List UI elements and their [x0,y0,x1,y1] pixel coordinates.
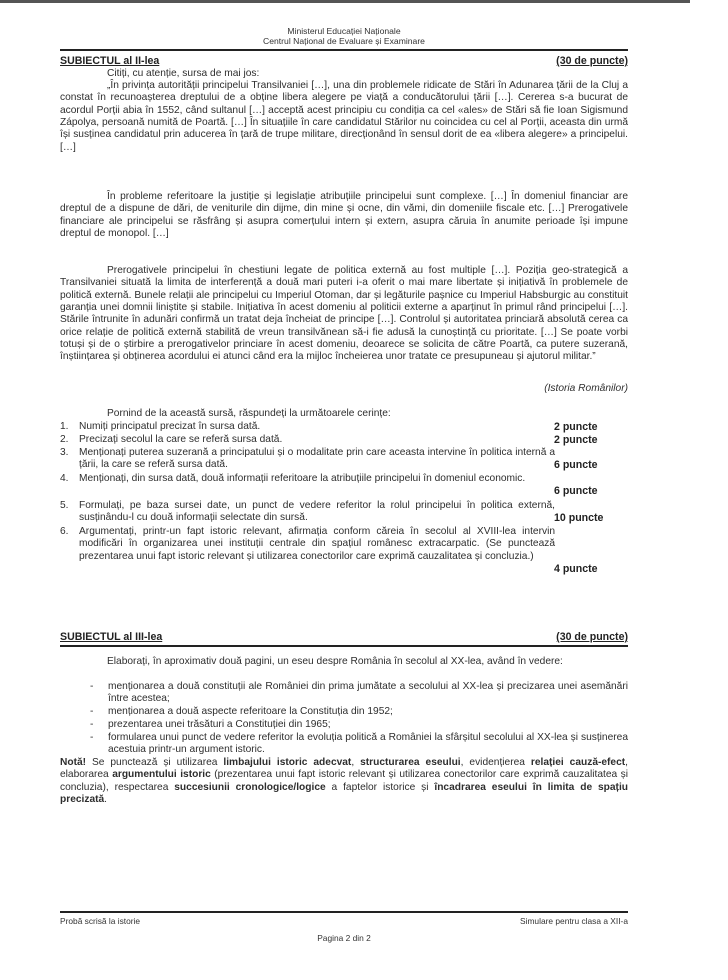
question-number: 5. [60,500,69,511]
subject2-title: SUBIECTUL al II-lea [60,55,160,67]
footer-right: Simulare pentru clasa a XII-a [520,916,628,926]
subject3-heading [60,631,628,643]
requirement-text: menționarea a două constituții ale României din prima jumătate a secolului al XX-lea și precizarea unei asemănări între acestea; [108,681,628,705]
note-text: a faptelor istorice și [325,781,435,793]
question-5 [60,500,628,525]
note-text: , elaborarea [60,757,628,781]
subject2-points: (30 de puncte) [556,55,628,67]
page-number: Pagina 2 din 2 [317,933,371,943]
essay-requirement [60,732,628,757]
requirement-text: formularea unui punct de vedere referitor la evoluția politică a României la sfârșitul secolului al XX-lea și susținerea acestuia printr-un argument istoric. [108,732,628,756]
header-rule [60,49,628,51]
question-text: Menționați puterea suzerană a principatului și o modalitate prin care aceasta intervine în politica internă a țării, la care se referă sursa dată. [79,447,555,471]
bullet-dash: - [90,681,94,692]
question-number: 6. [60,526,69,537]
source-reference: (Istoria Românilor) [544,383,628,394]
header-ministry: Ministerul Educației Naționale [287,26,401,36]
subject3-points: (30 de puncte) [556,631,628,643]
subject3-title: SUBIECTUL al III-lea [60,631,163,643]
note-emphasis: structurarea eseului [360,757,461,768]
question-points: 6 puncte [554,459,598,471]
requirement-text: menționarea a două aspecte referitoare la Constituția din 1952; [108,706,393,717]
question-4 [60,473,628,497]
essay-requirement [60,719,628,731]
question-text: Menționați, din sursa dată, două informații referitoare la atribuțiile principelui în domeniul economic. [79,473,526,484]
note-text: , [351,757,361,768]
footer-rule [60,911,628,913]
question-3 [60,447,628,472]
essay-requirement [60,706,628,718]
question-number: 4. [60,473,69,484]
subject2-heading [60,55,628,67]
source-paragraph-2: În probleme referitoare la justiție și legislație atribuțiile principelui sunt complexe. […] În domeniul financiar are dreptul de a dispune de dări, de veniturile din dijme, din mine și ocne, din vămi, din domeniile fiscale etc. […] Prerogativele financiare ale principelui se răsfrâng și asupra comerțului intern și extern, asupra căruia în anumite perioade își impune dreptul de monopol. […] [60,191,628,240]
question-text: Argumentați, printr-un fapt istoric relevant, afirmația conform căreia în secolul al XVIII-lea intervin modificări în organizarea unei instituții centrale din spațiul românesc extracarpatic. (Se punctează prezentarea unui fapt istoric relevant și utilizarea conectorilor care exprimă cauzalitatea și concluzia.) [79,526,555,562]
note-text: Se punctează și utilizarea [86,757,224,768]
question-text: Formulați, pe baza sursei date, un punct de vedere referitor la rolul principelui în politica externă, susținându-l cu două informații selectate din sursă. [79,500,555,524]
note-text: . [104,794,108,806]
page-header [60,26,628,46]
question-points: 2 puncte [554,421,598,433]
subject3-rule [60,645,628,647]
essay-note [60,757,628,806]
bullet-dash: - [90,719,94,730]
question-points: 10 puncte [554,512,604,524]
note-emphasis: argumentului istoric [112,769,211,781]
task-intro: Pornind de la această sursă, răspundeți la următoarele cerințe: [107,408,391,419]
question-points: 4 puncte [554,563,598,575]
question-number: 3. [60,447,69,458]
question-number: 2. [60,434,69,445]
footer-left: Probă scrisă la istorie [60,916,141,926]
note-emphasis: succesiunii cronologice/logice [174,781,326,793]
top-edge-bar [0,0,690,3]
note-emphasis: relației cauză-efect [530,757,626,768]
essay-requirement [60,681,628,706]
question-text: Precizați secolul la care se referă sursa dată. [79,434,283,445]
header-center: Centrul Național de Evaluare și Examinare [263,36,425,46]
question-2 [60,434,628,446]
requirement-text: prezentarea unei trăsături a Constituției din 1965; [108,719,331,730]
note-emphasis: limbajului istoric adecvat [223,757,352,768]
note-text: , evidențierea [460,757,531,768]
bullet-dash: - [90,706,94,717]
question-number: 1. [60,421,69,432]
subject2-intro: Citiți, cu atenție, sursa de mai jos: [107,68,260,79]
question-1 [60,421,628,433]
bullet-dash: - [90,732,94,743]
question-6 [60,526,628,575]
note-label: Notă! [60,757,87,768]
question-text: Numiți principatul precizat în sursa dată. [79,421,261,432]
question-points: 6 puncte [554,485,598,497]
subject3-intro: Elaborați, în aproximativ două pagini, un eseu despre România în secolul al XX-lea, având în vedere: [107,656,563,667]
note-text: (prezentarea unui fapt istoric relevant și utilizarea conectorilor care exprimă cauzalitatea și concluzia), respectarea [60,769,628,793]
source-paragraph-1: „În privința autorității principelui Transilvaniei […], una din problemele ridicate de Stări în Adunarea țării de la Cluj a constat în recunoașterea dreptului de a obține libera alegere pe viață a conducătorului țării […]. Cererea s-a bucurat de acordul Porții abia în 1552, când sultanul […] acceptă acest principiu cu condiția ca cel «ales» de Stări să fie Ioan Sigismund Zápolya, persoană numită de Poartă. […] În situațiile în care candidatul Stărilor nu coincidea cu cel al Porții, aceasta din urmă își susținea candidatul prin aducerea în țară de trupe militare, direcționând în sensul dorit de ea «libera alegere» a principelui. […] [60,80,628,153]
question-points: 2 puncte [554,434,598,446]
source-paragraph-3: Prerogativele principelui în chestiuni legate de politica externă au fost multiple […]. Poziția geo-strategică a Transilvaniei situată la limita de interferență a două mari puteri i-a oferit o mai mare libertate și inițiativă în problemele de politică externă. Bunele relații ale principelui cu Imperiul Otoman, dar și legăturile pașnice cu Imperiul Habsburgic au constituit garanția unei domnii liniștite și stabile. Inițiativa în acest domeniu al politicii externe a aparținut în primul rând principelui […]. Stările întrunite în adunări confirmă un tratat deja încheiat de principe […]. Controlul și autoritatea princiară absolută cerea ca orice relație de politică externă stabilită de vreun transilvănean să-i fie adusă la cunoștință cu prioritate. […] Se poate vorbi totuși și de o știrbire a prerogativelor princiare în acest domeniu, deoarece se solicita de către Poartă, ca putere suzerană, înștiințarea și obținerea acordului ei atunci când era la mijloc încheierea unor tratate ce presupuneau și ajutorul militar.” [60,265,628,363]
note-emphasis: încadrarea eseului în limita de spațiu precizată [60,781,628,806]
